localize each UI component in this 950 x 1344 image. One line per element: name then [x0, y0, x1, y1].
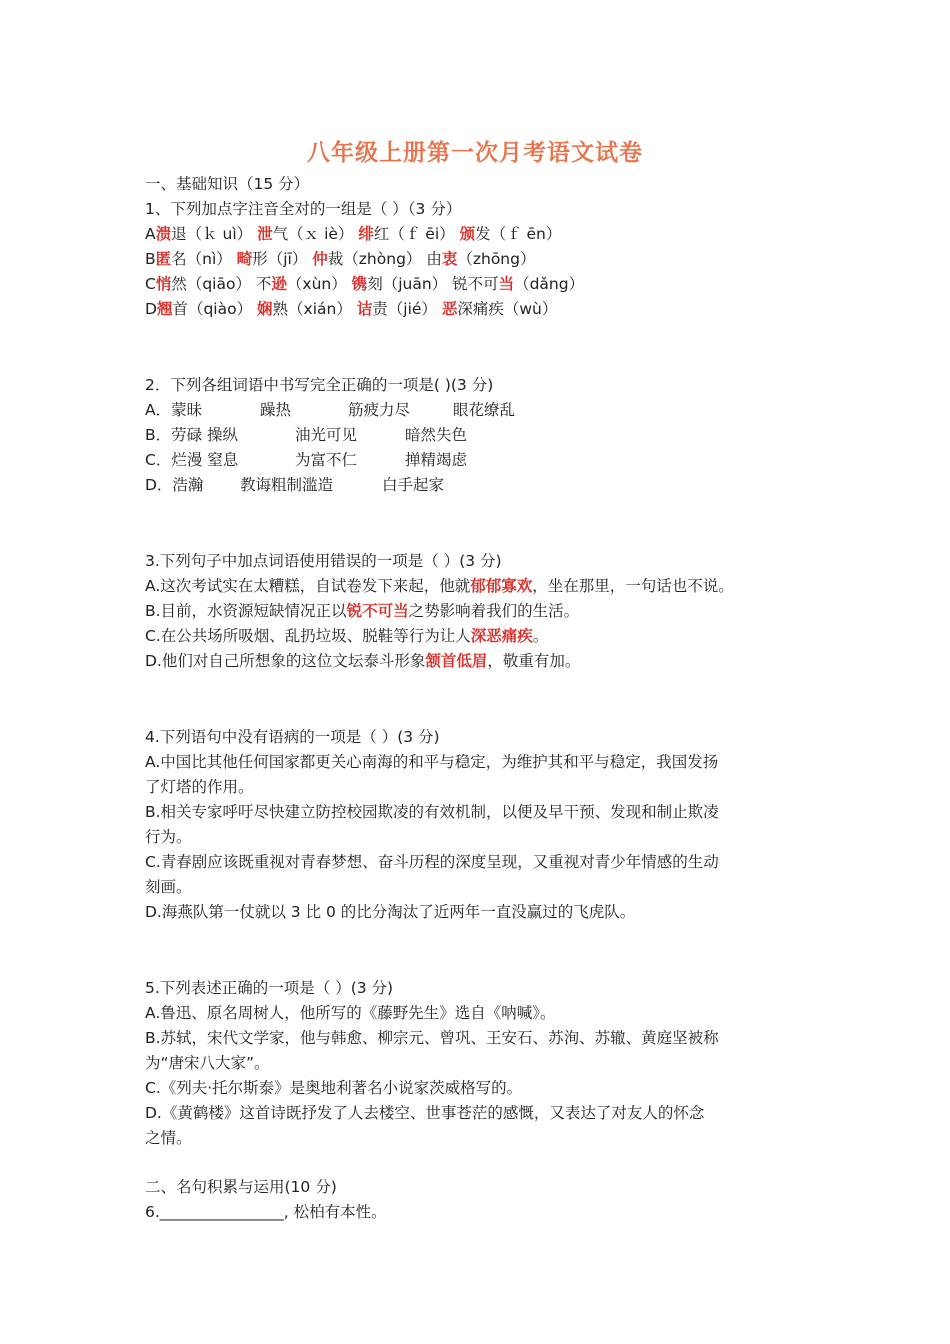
option-a-continued: 了灯塔的作用。 [145, 778, 254, 796]
option-d: D.海燕队第一仗就以 3 比 0 的比分淘汰了近两年一直没赢过的飞虎队。 [145, 903, 636, 921]
option-b-continued: 为“唐宋八大家”。 [145, 1054, 270, 1072]
option-c-continued: 刻画。 [145, 878, 192, 896]
option-d: D.他们对自己所想象的这位文坛泰斗形象颔首低眉，敬重有加。 [145, 652, 581, 670]
question-6: 6.________________, 松柏有本性。 [145, 1203, 387, 1221]
option-d-continued: 之情。 [145, 1129, 192, 1147]
option-d: D．浩瀚 教诲粗制滥造 白手起家 [145, 476, 445, 494]
exam-content [145, 172, 825, 1225]
option-d: D.《黄鹤楼》这首诗既抒发了人去楼空、世事苍茫的感慨，又表达了对友人的怀念 [145, 1104, 705, 1122]
option-b: B．劳碌 操纵 油光可见 暗然失色 [145, 426, 468, 444]
option-a: A．蒙昧 躁热 筋疲力尽 眼花缭乱 [145, 401, 516, 419]
question-4 [145, 725, 825, 925]
question-stem: 2．下列各组词语中书写完全正确的一项是( )(3 分) [145, 376, 494, 394]
question-1 [145, 197, 825, 322]
question-2 [145, 373, 825, 498]
option-b: B.相关专家呼吁尽快建立防控校园欺凌的有效机制，以便及早干预、发现和制止欺凌 [145, 803, 719, 821]
option-a: A.这次考试实在太糟糕，自试卷发下来起，他就郁郁寡欢，坐在那里，一句话也不说。 [145, 577, 734, 595]
section-heading: 一、基础知识（15 分） [145, 175, 310, 193]
option-c: C悄然（qiāo） 不逊（xùn） 镌刻（juān） 锐不可当（dǎng） [145, 275, 585, 293]
question-stem: 4.下列语句中没有语病的一项是（ ）(3 分) [145, 728, 440, 746]
option-c: C．烂漫 窒息 为富不仁 掸精竭虑 [145, 451, 468, 469]
option-c: C.《列夫·托尔斯泰》是奥地利著名小说家茨威格写的。 [145, 1079, 523, 1097]
option-b: B.苏轼，宋代文学家，他与韩愈、柳宗元、曾巩、王安石、苏洵、苏辙、黄庭坚被称 [145, 1029, 719, 1047]
option-d: D翘首（qiào） 娴熟（xián） 诘责（jié） 恶深痛疾（wù） [145, 300, 558, 318]
question-5 [145, 976, 825, 1151]
question-stem: 5.下列表述正确的一项是（ ）(3 分) [145, 979, 394, 997]
option-c: C.青春剧应该既重视对青春梦想、奋斗历程的深度呈现，又重视对青少年情感的生动 [145, 853, 719, 871]
section-heading: 二、名句积累与运用(10 分) [145, 1178, 337, 1196]
option-b: B匿名（nì） 畸形（jī） 仲裁（zhòng） 由衷（zhōng） [145, 250, 536, 268]
question-3 [145, 549, 825, 674]
option-a: A.中国比其他任何国家都更关心南海的和平与稳定，为维护其和平与稳定，我国发扬 [145, 753, 719, 771]
option-b: B.目前，水资源短缺情况正以锐不可当之势影响着我们的生活。 [145, 602, 580, 620]
option-a: A.鲁迅、原名周树人，他所写的《藤野先生》选自《呐喊》。 [145, 1004, 556, 1022]
option-a: A溃退（ｋ uì） 泄气（ｘ iè） 绯红（ｆ ēi） 颁发（ｆ ēn） [145, 225, 562, 243]
option-b-continued: 行为。 [145, 828, 192, 846]
question-stem: 3.下列句子中加点词语使用错误的一项是（ ）(3 分) [145, 552, 502, 570]
option-c: C.在公共场所吸烟、乱扔垃圾、脱鞋等行为让人深恶痛疾。 [145, 627, 549, 645]
question-stem: 1、下列加点字注音全对的一组是（ ）（3 分） [145, 200, 462, 218]
page-title: 八年级上册第一次月考语文试卷 [307, 140, 643, 166]
